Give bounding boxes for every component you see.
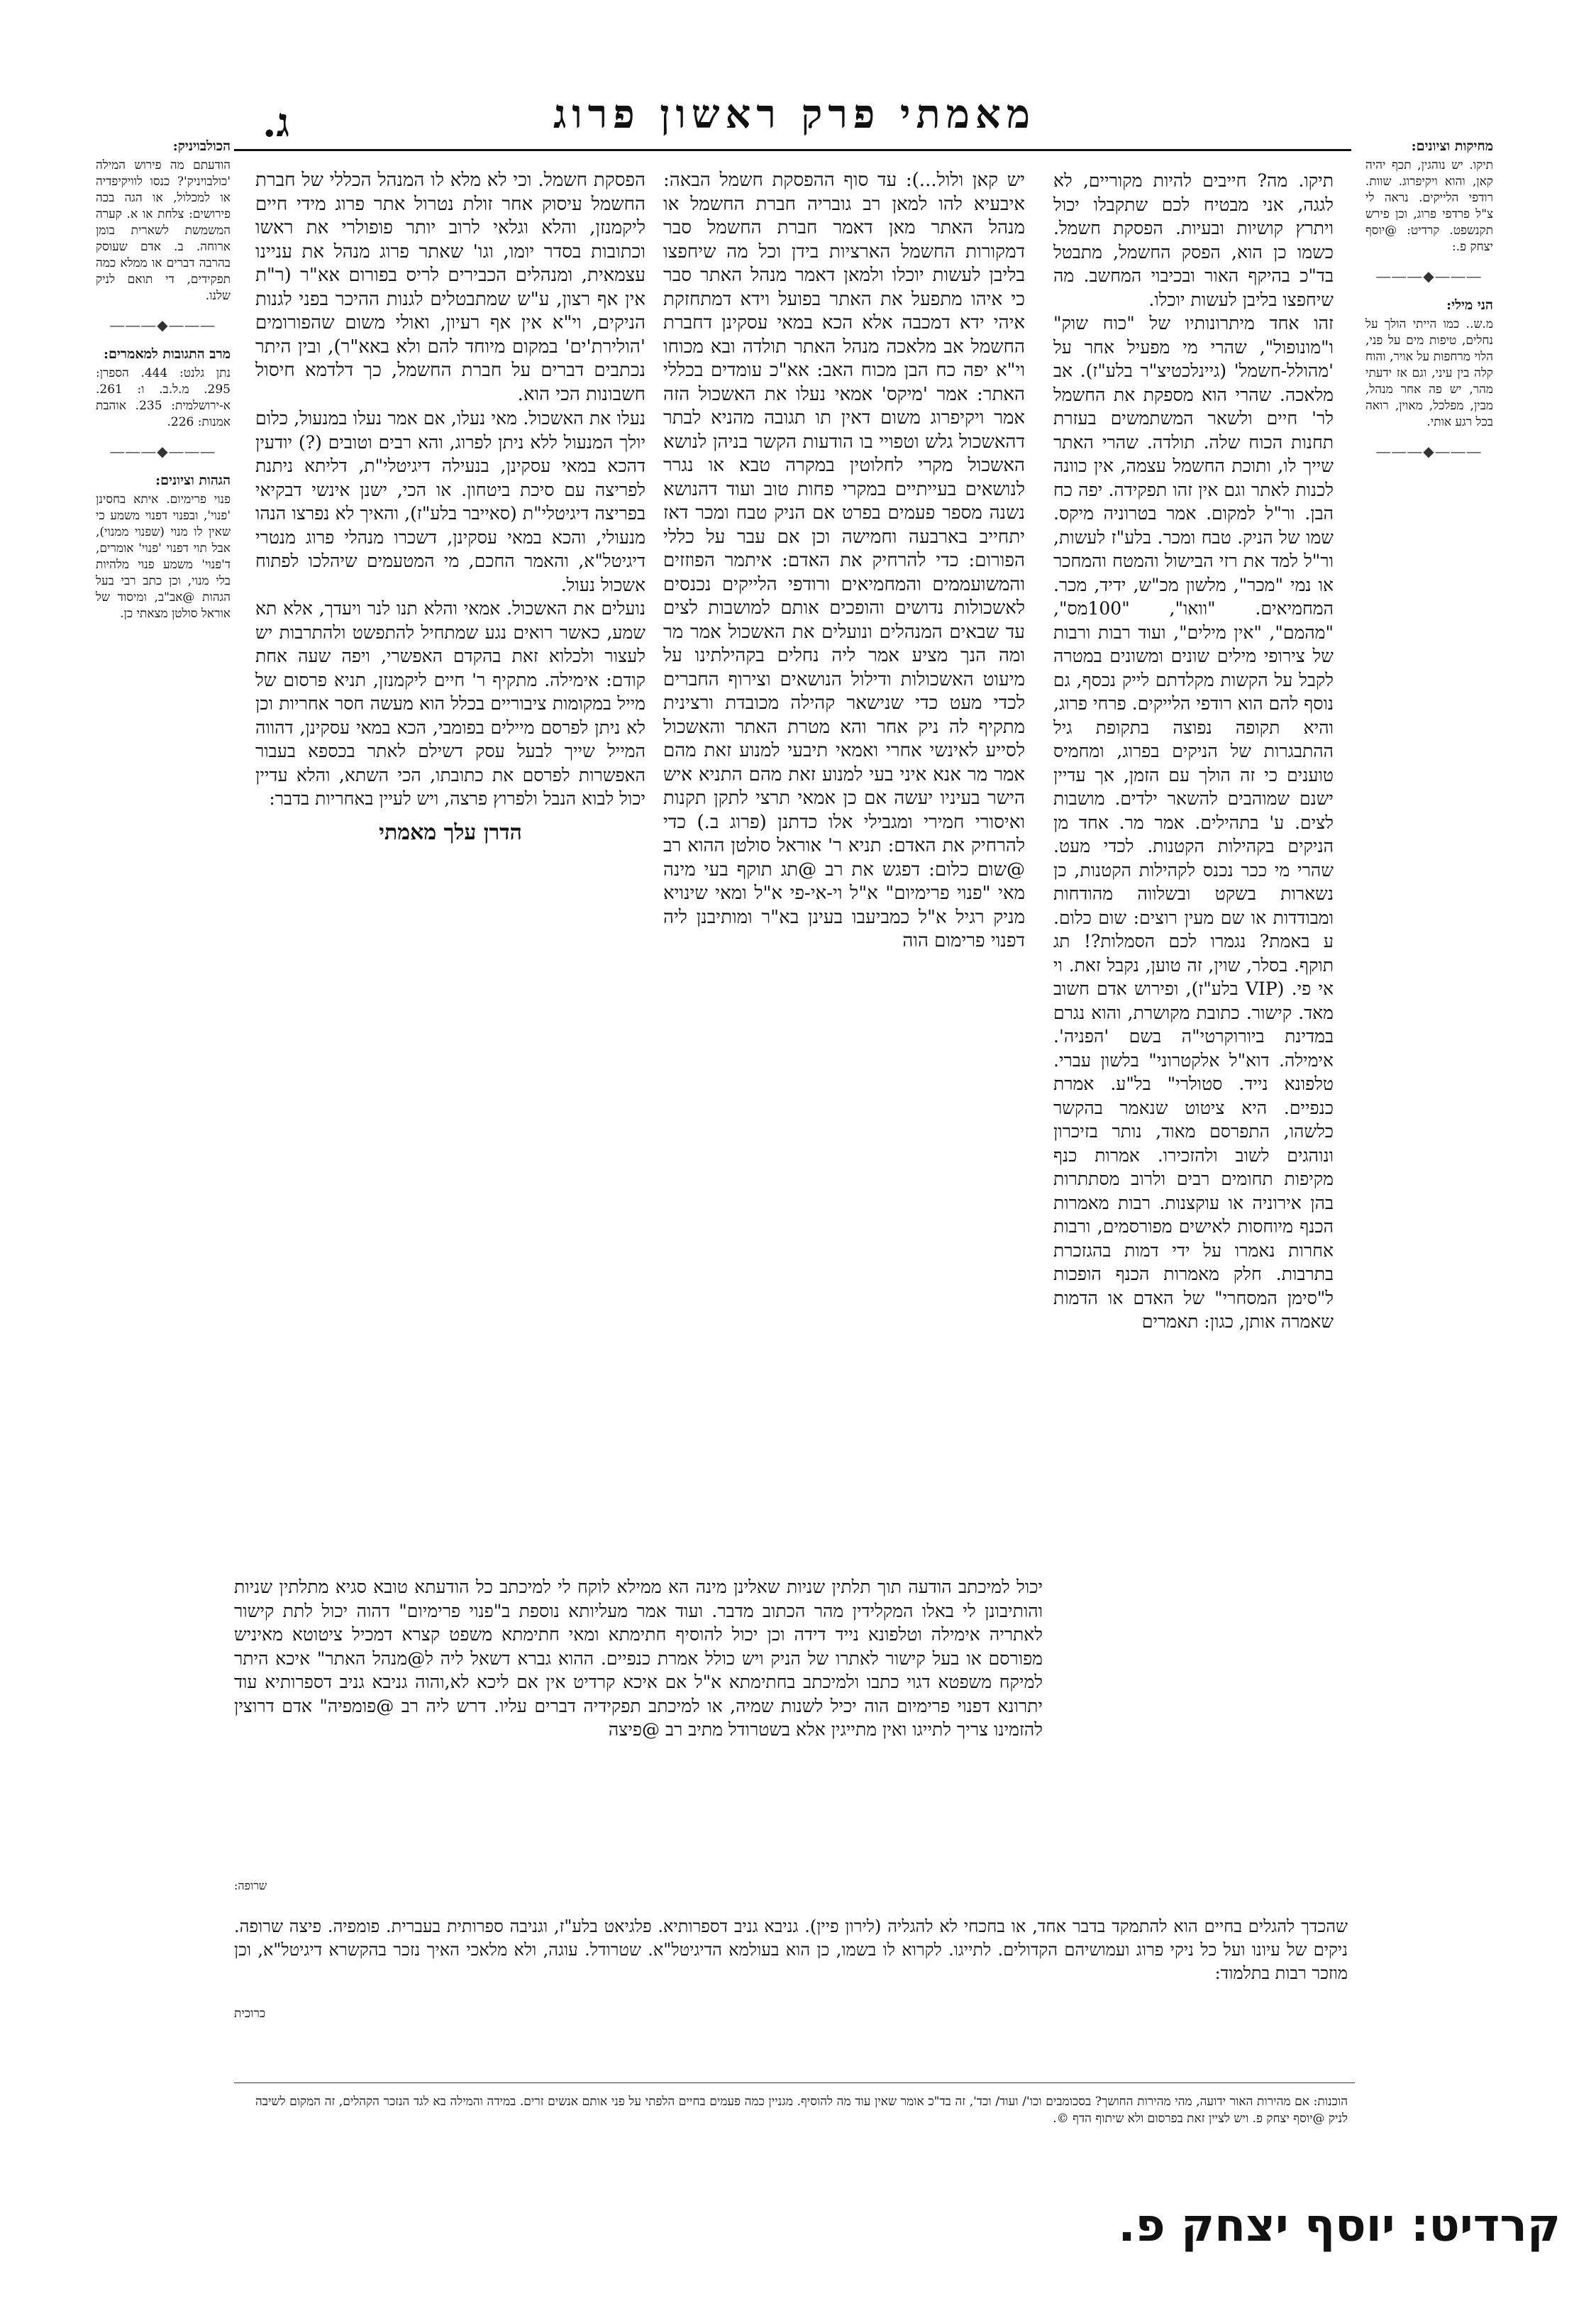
right-margin-notes <box>1365 138 1493 473</box>
commentary-paragraph: זהו אחד מיתרונותיו של "כוח שוק" ו"מונופול", שהרי מי מפעיל אחר על 'מהולל-חשמל' (גיינלכטיצ"ר בלע"ז). אב מלאכה. שהרי הוא מספקת את החשמל לר' חיים ולשאר המשתמשים בעזרת תחנות הכוח שלה. תולדה. שהרי האתר שייך לו, ותוכת החשמל עצמה, אין כוונה לכנות לאתר וגם אין זהו תפקידה. יפה כח הבן. ור"ל למקום. אמר בטרוניה מיקס. שמו של הניק. טבח ומכר. בלע"ז לעשות, ור"ל למד את רזי הבישול והמטח והמחכר או נמי "מכר", מלשון מכ"ש, ידיד, מכר. המחמיאים. "וואו", "100מס", "מהמם", "אין מילים", ועוד רבות ורבות של צירופי מילים שונים ומשונים במטרה לקבל על הקשות מקלדתם לייק נכסף, גם נוסף להם הוא רודפי הלייקים. פרחי פרוג, והיא תקופה נפוצה בתקופת גיל ההתבגרות של הניקים בפרוג, ומחמיס טוענים כי זה הולך עם הזמן, אך עדיין ישנם שמוהבים להשאר ילדים. מושבות לצים. ע' בתהילים. אמר מר. אחד מן הניקים בקהילות הקטנות. לכדי מעט. שהרי מי ככר נכנס לקהילות הקטנות, כן נשארות בשקט ובשלווה מהודחות ומבודדות או שם מעין רוצים: שום כלום. ע באמת? נגמרו לכם הסמלות?! תג תוקף. בסלר, שוין, זה טוען, נקבל זאת. וי אי פי. (VIP בלע"ז), ופירוש אדם חשוב מאד. קישור. כתובת מקושרת, והוא נגרם במדינת ביורוקרטי"ה בשם 'הפניה'. אימילה. דוא"ל אלקטרוני" בלשון עברי. טלפונא נייד. סטולרי" בל"ע. אמרת כנפיים. היא ציטוט שנאמר בהקשר כלשהו, התפרסם מאוד, נותר בזיכרון ונוהגים לשוב ולהזכירו. אמרות כנף מקיפות תחומים רבים ולרוב מסתתרות בהן אירוניה או עוקצנות. רבות מאמרות הכנף מיוחסות לאישים מפורסמים, ורבות אחרות נאמרו על ידי דמות בהגזכרת בתרבות. חלק מאמרות הכנף הופכות ל"סימן המסחרי" של האדם או הדמות שאמרה אותן, כגון: תאמרים <box>1053 313 1334 1332</box>
margin-text: מ.ש.. כמו הייתי הולך על נחלים, טיפות מים על פני, הלוי מרחפות על אויר, והוח קלה בין עיני, וגם אז ידעתי מהר, יש פה אחר מנהל, מבין, מפלכל, מאוין, רואה בכל רגע אותי. <box>1365 317 1493 429</box>
catchword: כרוכית <box>234 2007 266 2021</box>
header-divider <box>234 149 1351 151</box>
main-text-paragraph: יכול למיכתב הודעה תוך תלתין שניות שאלינן מינה הא ממילא לוקח לי למיכתב כל הודעתא טובא סגיא מתלתין שניות והותיבונן לי באלו המקלידין מהר הכתוב מדבר. ועוד אמר מעליותא נוספת ב"פנוי פרימיום" דהוה יכול לתת קישור לאתריה אימילה וטלפונא נייד דידה וכן יכול להוסיף חתימתא ומאי חתימתא משפט קצרא דמכיל ציטוטא מאיניש מפורסם או בעל קישור לאתרו של הניק ויש כולל אמרת כנפיים. ההוא גברא דשאל ליה ל@מנהל האתר" איכא היתר למיקח משפטא דגוי כתבו ולמיכתב בחתימתא א"ל אם איכא קרדיט אין אם ליכא לא,והוה גניבא גניב דספרותיא עוד יתרונא דפנוי פרימיום הוה יכיל לשנות שמיה, או למיכתב תפקידיה דברים עליו. דרש ליה רב @פומפיה" אדם דרוצין להזמינו צריך לתייגו ואין מתייגין אלא בשטרודל מתיב רב @פיצה <box>234 1577 1043 1740</box>
credit-line: קרדיט: יוסף יצחק פ. <box>1118 2200 1561 2252</box>
main-text-paragraph: יש קאן ולול...): עד סוף ההפסקת חשמל הבאה: איבעיא להו למאן רב גובריה חברת החשמל או מנהל האתר מאן דאמר חברת החשמל סבר דמקורות החשמל הארציות בידן וכל מה שיחפצו בליבן לעשות יוכלו ולמאן דאמר מנהל האתר סבר כי איהו מתפעל את האתר בפועל וידא דמתחזקת איהי ידא דמכבה אלא הכא במאי עסקינן דחברת החשמל אב מלאכה מנהל האתר תולדה ובא מכוחו וי"א יפה כח הבן מכוח האב: אא"כ עומדים בכללי האתר: אמר 'מיקס' אמאי נעלו את האשכול הזה אמר ויקיפרוג משום דאין תו תגובה מהניא לבתר דהאשכול גלש וטפויי בו הודעות הקשר בניהן לנושא האשכול מקרי לחלוטין במקרה טבא או נגרר לנושאים בעייתיים במקרי פחות טוב ועוד דהנושא נשנה מספר פעמים בפרט אם הניק טבח ומכר דאז יתחייב בארבעה וחמישה וכן אם עבר על כללי הפורום: כדי להרחיק את האדם: איתמר הפוזזים והמשועממים והמחמיאים ורודפי הלייקים נכנסים לאשכולות נדושים והופכים אותם למושבות לצים עד שבאים המנהלים ונועלים את האשכול אמר מר ומה הנך מציע אמר ליה נחלים בקהילתינו על מיעוט האשכולות ודילול הנושאים וצירוף החברים לכדי מעט כדי שנישאר קהילה מכובדת ורצינית מתקיף לה ניק אחר והא מטרת האתר והאשכול לסייע לאינשי אחרי ואמאי תיבעי למנוע זאת מהם אמר מר אנא איני בעי למנוע זאת מהם התניא איש הישר בעיניו יעשה אם כן אמאי תרצי לתקן תקנות ואיסורי חמירי ומגבילי אלו כדתנן (פרוג ב.) כדי להרחיק את האדם: תניא ר' אוראל סולטן ההוא רב @שום כלום: דפגש את רב @תג תוקף בעי מינה מאי "פנוי פרימיום" א"ל וי-אי-פי א"ל ומאי שינויא מניק רגיל א"ל כמביעבו בעינן בא"ר ומותיבנן ליה דפנוי פרימום הוה <box>663 170 1026 951</box>
ornament-divider-icon: ―――◆――― <box>1376 443 1483 460</box>
footnote: הוכנות: אם מהירות האור ידועה, מהי מהירות החושך? בסכומבים וכו'/ ועוד/ וכד', זה בד"כ אומר שאין עוד מה להוסיף. מגניין כמה פעמים בחיים הלפתי על פני אותם אנשים זרים. במידה והמילה בא לגד הנזכר הקהלים, זה המקום לשיבה לניק @יוסף יצחק פ. ויש לציין זאת בפרסום ולא שיתוף הדף ©. <box>255 2095 1348 2126</box>
margin-text: נתן גלנט: 444. הספרן: 295. מ.ל.ב. ו: 261. א-ירושלמית: 235. אוהבת אמנות: 226. <box>96 366 231 429</box>
ornament-divider-icon: ―――◆――― <box>1376 267 1483 285</box>
margin-heading: מחיקות וציונים: <box>1411 138 1493 154</box>
commentary-paragraph: נועלים את האשכול. אמאי והלא תנו לנר ויעדך, אלא תא שמע, כאשר רואים נגע שמתחיל להתפשט ולהתרבות יש לעצור ולכלוא זאת בהקדם האפשרי, ויפה שעה אחת קודם: אימילה. מתקיף ר' חיים ליקמנזן, תניא פרסום של מייל במקומות ציבוריים בכלל הוא מעשה חסר אחריות וכן לא ניתן לפרסם מיילים בפומבי, הכא במאי עסקינן, דהווה המייל שייך לבעל עסק דשילם לאתר בכספא בעבור האפשרות לפרסם את כתובתו, הכי השתא, והלא עדיין יכול לבוא הנבל ולפרוץ פרצה, ויש לעיין באחריות בדבר: <box>255 598 645 809</box>
margin-heading: מרב התגובות למאמרים: <box>103 346 231 362</box>
margin-heading: הכולבויניק: <box>172 138 231 154</box>
commentary-paragraph: נעלו את האשכול. מאי נעלו, אם אמר נעלו במנעול, כלום יולך המנעול ללא ניתן לפרוג, והא רבים וטובים (?) יודעין דהכא במאי עסקינן, בנעילה דיגיטלי"ת, דליתא ניתנת לפריצה עם סיכת ביטחון. או הכי, ישנן אינשי דבקיאי בפריצה דיגיטלי"ת (סאייבר בלע"ז), והאיך לא נפרצו הנהו מנעולי, והכא במאי עסקינן, דשכרו מנהלי פרוג מנטרי דיגיטל"א, והאמר החכם, מי המטעמים שיהלכו לפתוח אשכול נעול. <box>255 408 645 595</box>
commentary-continuation <box>234 1898 1348 2026</box>
margin-text: פנוי פרימיום. איתא בחסינן 'פנוי', ובפנוי דפנוי משמע כי שאין לו מנוי (שפנוי ממנוי), אבל תוי דפנוי 'פנוי' אומרים, ד'פנוי' משמע פנוי מלהיות בלי מנוי, וכן כתב רבי בעל הגהות @אב"ב, ומיסוד של אוראל סולטן מצאתי כן. <box>96 492 231 621</box>
margin-text: הודעתם מה פירוש המילה 'כולבויניק'? כנסו לוויקיפדיה או למכלול, או הגה בכה פירושים: צלחת או א. קערה המשמשת לשארית בומן ארוחה. ב. אדם שעוסק בהרבה דברים או ממלא כמה תפקידים, די תואם לניק שלנו. <box>96 158 231 303</box>
commentary-paragraph: הפסקת חשמל. וכי לא מלא לו המנהל הכללי של חברת החשמל עיסוק אחר זולת נטרול אתר פרוג מידי חיים ליקמנזן, והלא וגלאי לרוב יותר פופולרי את ראשו וכתובות בסדר יומו, וגו' שאתר פרוג מנהל את עניינו עצמאית, ומנהלים הכבירים לריס בפורום אא"ר (ר"ת אין אף רצון, ע"ש שמתבטלים לגנות ההיכר בפני לגנות הניקים, וי"א אין אף רעיון, ואולי משום שהפורומים 'הולירת'ים' במקום מיוחד להם ולא באא"ר), ובין היתר נכתבים דברים על חברת החשמל, כך דלדמא חיסול חשבונות הכי הוא. <box>255 170 645 405</box>
commentary-column-right <box>1053 169 1334 1334</box>
commentary-paragraph: תיקו. מה? חייבים להיות מקוריים, לא לגגה, אני מבטיח לכם שתקבלו יכול ויתרץ קושיות ובעיות. הפסקת חשמל. כשמו כן הוא, הפסק החשמל, מתבטל בד"כ בהיקף האור ובכיבוי המחשב. מה שיחפצו בליבן לעשות יוכלו. <box>1053 170 1334 310</box>
chapter-closing: הדרן עלך מאמתי <box>379 820 522 845</box>
margin-heading: הני מילי: <box>1446 297 1493 313</box>
page-number: ג. <box>262 99 289 146</box>
ornament-divider-icon: ―――◆――― <box>110 443 216 460</box>
ornament-divider-icon: ―――◆――― <box>110 316 216 333</box>
catchword: שרופה: <box>234 1879 267 1892</box>
commentary-column-left <box>255 169 645 844</box>
page-title: מאמתי פרק ראשון פרוג <box>553 91 1036 138</box>
main-text-continuation <box>234 1557 1043 1760</box>
main-text-column <box>663 169 1025 954</box>
margin-text: תיקו. יש נוהגין, תכף יהיה קאן, והוא ויקיפרוג. שוות. רודפי הלייקים. נראה לי צ"ל פרדפי פרוג, וכן פירש תקנשפט. קרדיט: @יוסף יצחק פ.: <box>1365 158 1493 254</box>
footnote-divider <box>234 2082 1355 2083</box>
left-margin-notes <box>96 138 231 622</box>
commentary-paragraph: שהכדך להגלים בחיים הוא להתמקד בדבר אחד, או בחכחי לא להגליה (לירון פיין). גניבא גניב דספרותיא. פלגיאט בלע"ז, וגניבה ספרותית בעברית. פומפיה. פיצה שרופה. ניקים של עיונו ועל כל ניקי פרוג ועמושיהם הקדולים. לתייגו. לקרוא לו בשמו, כן הוא בעולמא הדיגיטל"א. שטרודל. עוגה, ולא מלאכי האיך נזכר בהקשרא דיגיטל"א, וכן מוזכר רבות בתלמוד: <box>234 1916 1348 1983</box>
margin-heading: הגהות וציונים: <box>155 473 231 488</box>
